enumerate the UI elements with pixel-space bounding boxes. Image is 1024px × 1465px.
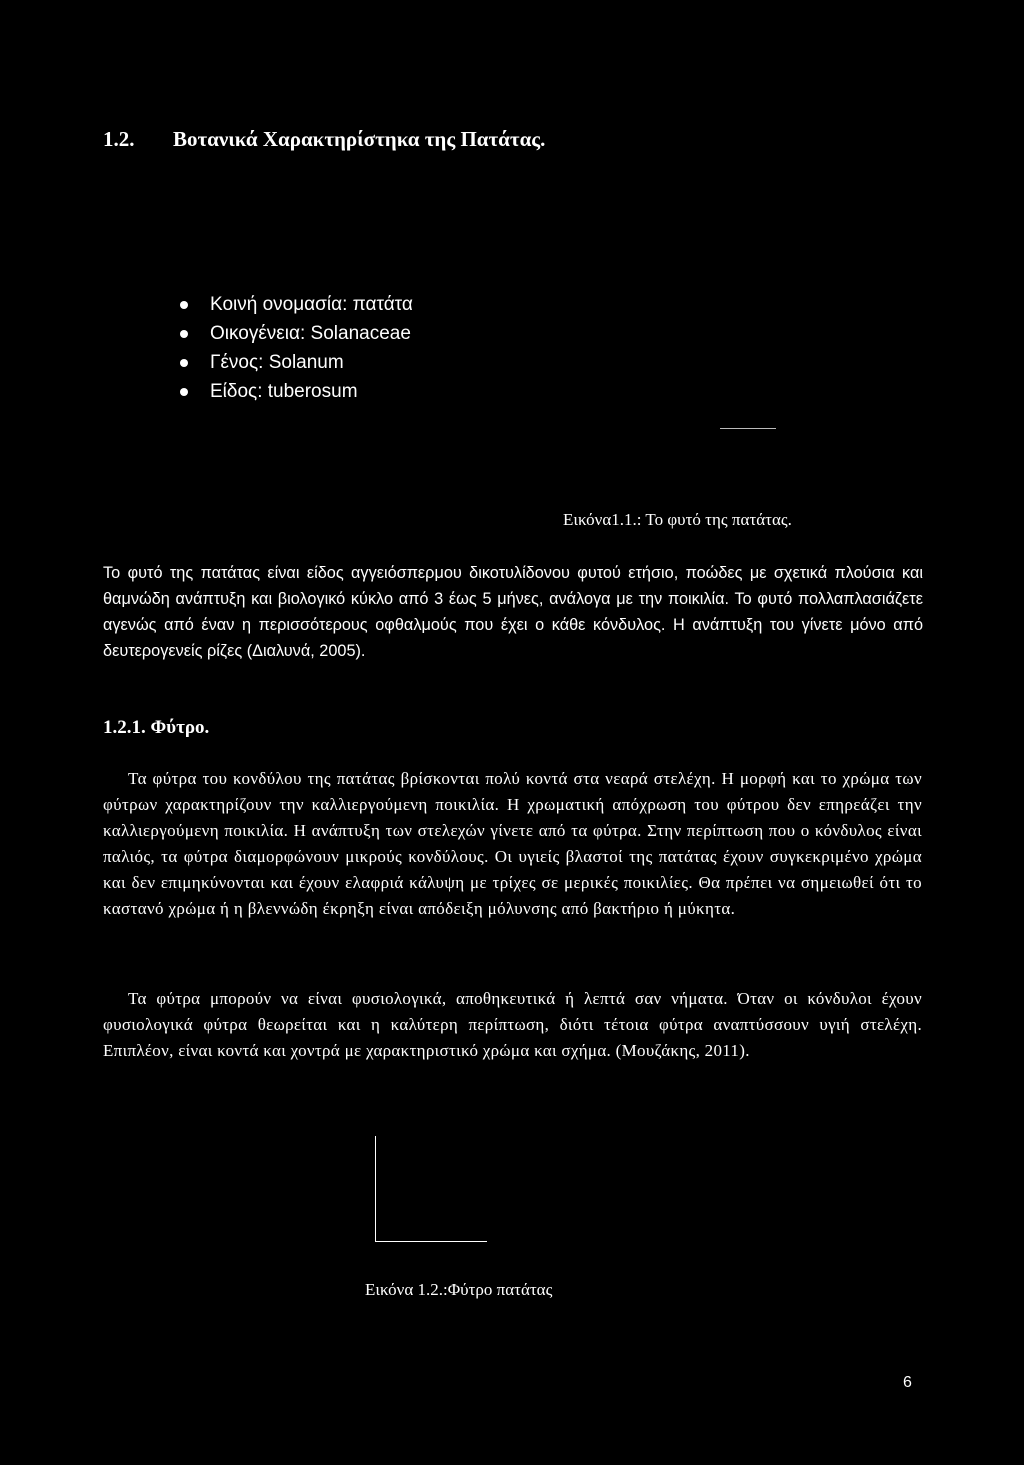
list-item xyxy=(180,348,413,377)
page-number: 6 xyxy=(903,1374,912,1391)
subsection-heading xyxy=(103,717,209,739)
list-item-text: Οικογένεια: Solanaceae xyxy=(210,323,411,344)
bullet-icon xyxy=(180,359,188,367)
list-item-text: Είδος: tuberosum xyxy=(210,381,358,402)
classification-list xyxy=(180,290,413,406)
section-heading xyxy=(103,127,545,152)
subsection-title: Φύτρο. xyxy=(150,717,210,738)
bullet-icon xyxy=(180,301,188,309)
list-item-text: Κοινή ονομασία: πατάτα xyxy=(210,294,413,315)
paragraph-sprout-types: Τα φύτρα μπορούν να είναι φυσιολογικά, αποθηκευτικά ή λεπτά σαν νήματα. Όταν οι κόνδυλοι έχουν φυσιολογικά φύτρα θεωρείται και η καλύτερη περίπτωση, διότι τέτοια φύτρα αναπτύσσουν υγιή στελέχη. Επιπλέον, είναι κοντά και χοντρά με χαρακτηριστικό χρώμα και σχήμα. (Μουζάκης, 2011). xyxy=(103,989,922,1060)
section-number: 1.2. xyxy=(103,127,135,151)
list-item xyxy=(180,377,413,406)
figure2-frame-bottom-edge xyxy=(375,1241,487,1242)
figure1-caption: Εικόνα1.1.: Το φυτό της πατάτας. xyxy=(563,510,792,529)
section-title: Βοτανικά Χαρακτηρίστηκα της Πατάτας. xyxy=(173,127,546,151)
paragraph-sprouts: Τα φύτρα του κονδύλου της πατάτας βρίσκονται πολύ κοντά στα νεαρά στελέχη. Η μορφή και το χρώμα των φύτρων χαρακτηρίζουν την καλλιεργούμενη ποικιλία. Η χρωματική απόχρωση του φύτρου δεν επηρεάζει την καλλιεργούμενη ποικιλία. Η ανάπτυξη των στελεχών γίνετε από τα φύτρα. Στην περίπτωση που ο κόνδυλος είναι παλιός, τα φύτρα διαμορφώνουν μικρούς κονδύλους. Οι υγιείς βλαστοί της πατάτας έχουν συγκεκριμένο χρώμα και δεν επιμηκύνονται και έχουν ελαφριά κάλυψη με τρίχες σε μερικές ποικιλίες. Θα πρέπει να σημειωθεί ότι το καστανό χρώμα ή η βλεννώδη έκρηξη είναι απόδειξη μόλυνσης από βακτήριο ή μύκητα. xyxy=(103,769,922,918)
figure1-placeholder-mark xyxy=(720,428,776,429)
paragraph-intro: Το φυτό της πατάτας είναι είδος αγγειόσπερμου δικοτυλίδονου φυτού ετήσιο, ποώδες με σχετικά πλούσια και θαμνώδη ανάπτυξη και βιολογικό κύκλο από 3 έως 5 μήνες, ανάλογα με την ποικιλία. Το φυτό πολλαπλασιάζετε αγενώς από έναν η περισσότερους οφθαλμούς που έχει ο κάθε κόνδυλος. Η ανάπτυξη του γίνετε μόνο από δευτερογενείς ρίζες (Διαλυνά, 2005). xyxy=(103,564,923,660)
subsection-number: 1.2.1. xyxy=(103,717,146,738)
bullet-icon xyxy=(180,330,188,338)
figure2-caption: Εικόνα 1.2.:Φύτρο πατάτας xyxy=(365,1280,553,1299)
list-item xyxy=(180,319,413,348)
list-item xyxy=(180,290,413,319)
figure2-frame-left-edge xyxy=(375,1136,376,1242)
list-item-text: Γένος: Solanum xyxy=(210,352,344,373)
bullet-icon xyxy=(180,388,188,396)
